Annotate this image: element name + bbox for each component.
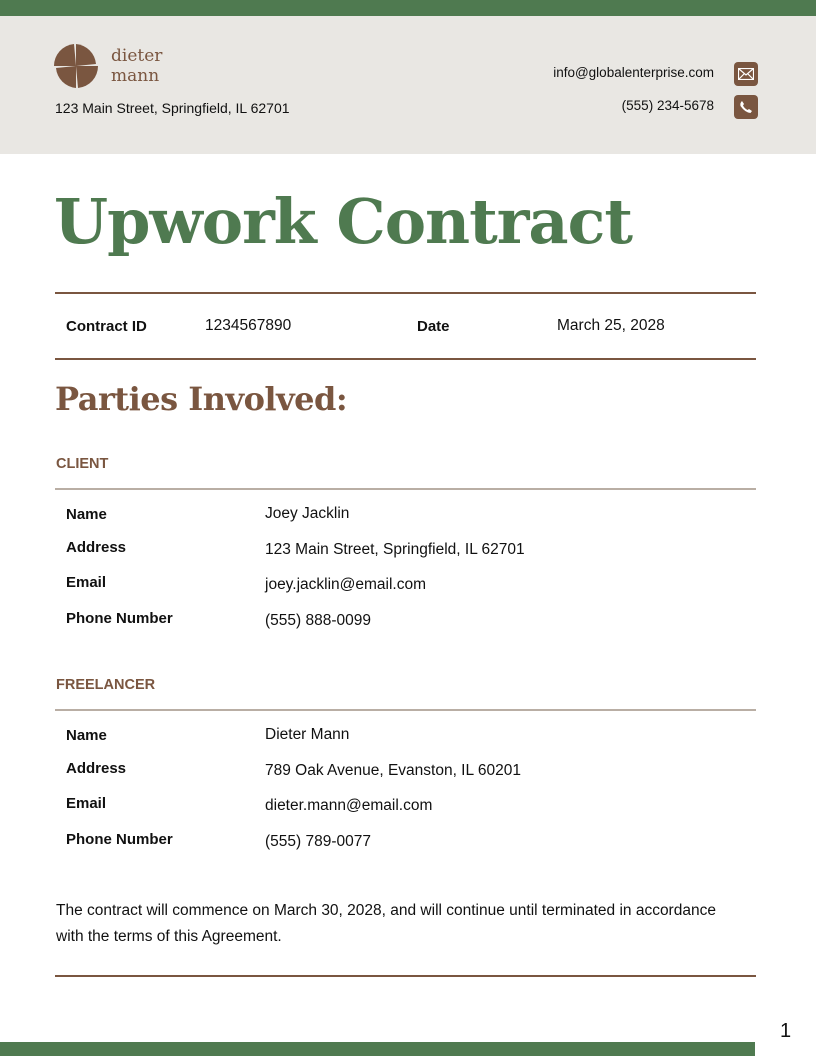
top-bar [0, 0, 816, 16]
divider [55, 292, 756, 294]
parties-heading: Parties Involved: [55, 380, 348, 418]
freelancer-email-label: Email [66, 795, 107, 812]
freelancer-phone-label: Phone Number [66, 831, 173, 848]
header-address: 123 Main Street, Springfield, IL 62701 [55, 100, 290, 116]
freelancer-name-value: Dieter Mann [265, 726, 350, 743]
divider [55, 358, 756, 360]
divider [55, 488, 756, 490]
client-phone-value: (555) 888-0099 [265, 612, 371, 629]
divider [55, 975, 756, 977]
header-email[interactable]: info@globalenterprise.com [553, 65, 714, 80]
date-label: Date [417, 318, 450, 335]
client-name-label: Name [66, 506, 107, 523]
freelancer-phone-value: (555) 789-0077 [265, 833, 371, 850]
page-title: Upwork Contract [54, 185, 632, 258]
contract-id-label: Contract ID [66, 318, 147, 335]
page-number: 1 [780, 1020, 792, 1042]
client-heading: CLIENT [56, 456, 109, 472]
phone-icon [734, 95, 758, 119]
contract-id-value: 1234567890 [205, 317, 292, 334]
client-email-label: Email [66, 574, 107, 591]
logo-pinwheel-icon [54, 42, 100, 90]
envelope-icon [734, 62, 758, 86]
freelancer-address-label: Address [66, 760, 127, 777]
freelancer-address-value: 789 Oak Avenue, Evanston, IL 60201 [265, 762, 521, 779]
freelancer-heading: FREELANCER [56, 677, 156, 693]
terms-paragraph: The contract will commence on March 30, 2028, and will continue until terminated in accordance with the terms of this Agreement. [56, 902, 716, 945]
client-name-value: Joey Jacklin [265, 505, 350, 522]
client-phone-label: Phone Number [66, 610, 173, 627]
client-email-value: joey.jacklin@email.com [265, 576, 427, 593]
date-value: March 25, 2028 [557, 317, 665, 334]
header-phone[interactable]: (555) 234-5678 [621, 98, 714, 113]
client-address-value: 123 Main Street, Springfield, IL 62701 [265, 541, 525, 558]
logo-text: dieter mann [111, 46, 163, 86]
client-address-label: Address [66, 539, 127, 556]
bottom-bar [0, 1042, 755, 1056]
freelancer-email-value: dieter.mann@email.com [265, 797, 433, 814]
divider [55, 709, 756, 711]
freelancer-name-label: Name [66, 727, 107, 744]
